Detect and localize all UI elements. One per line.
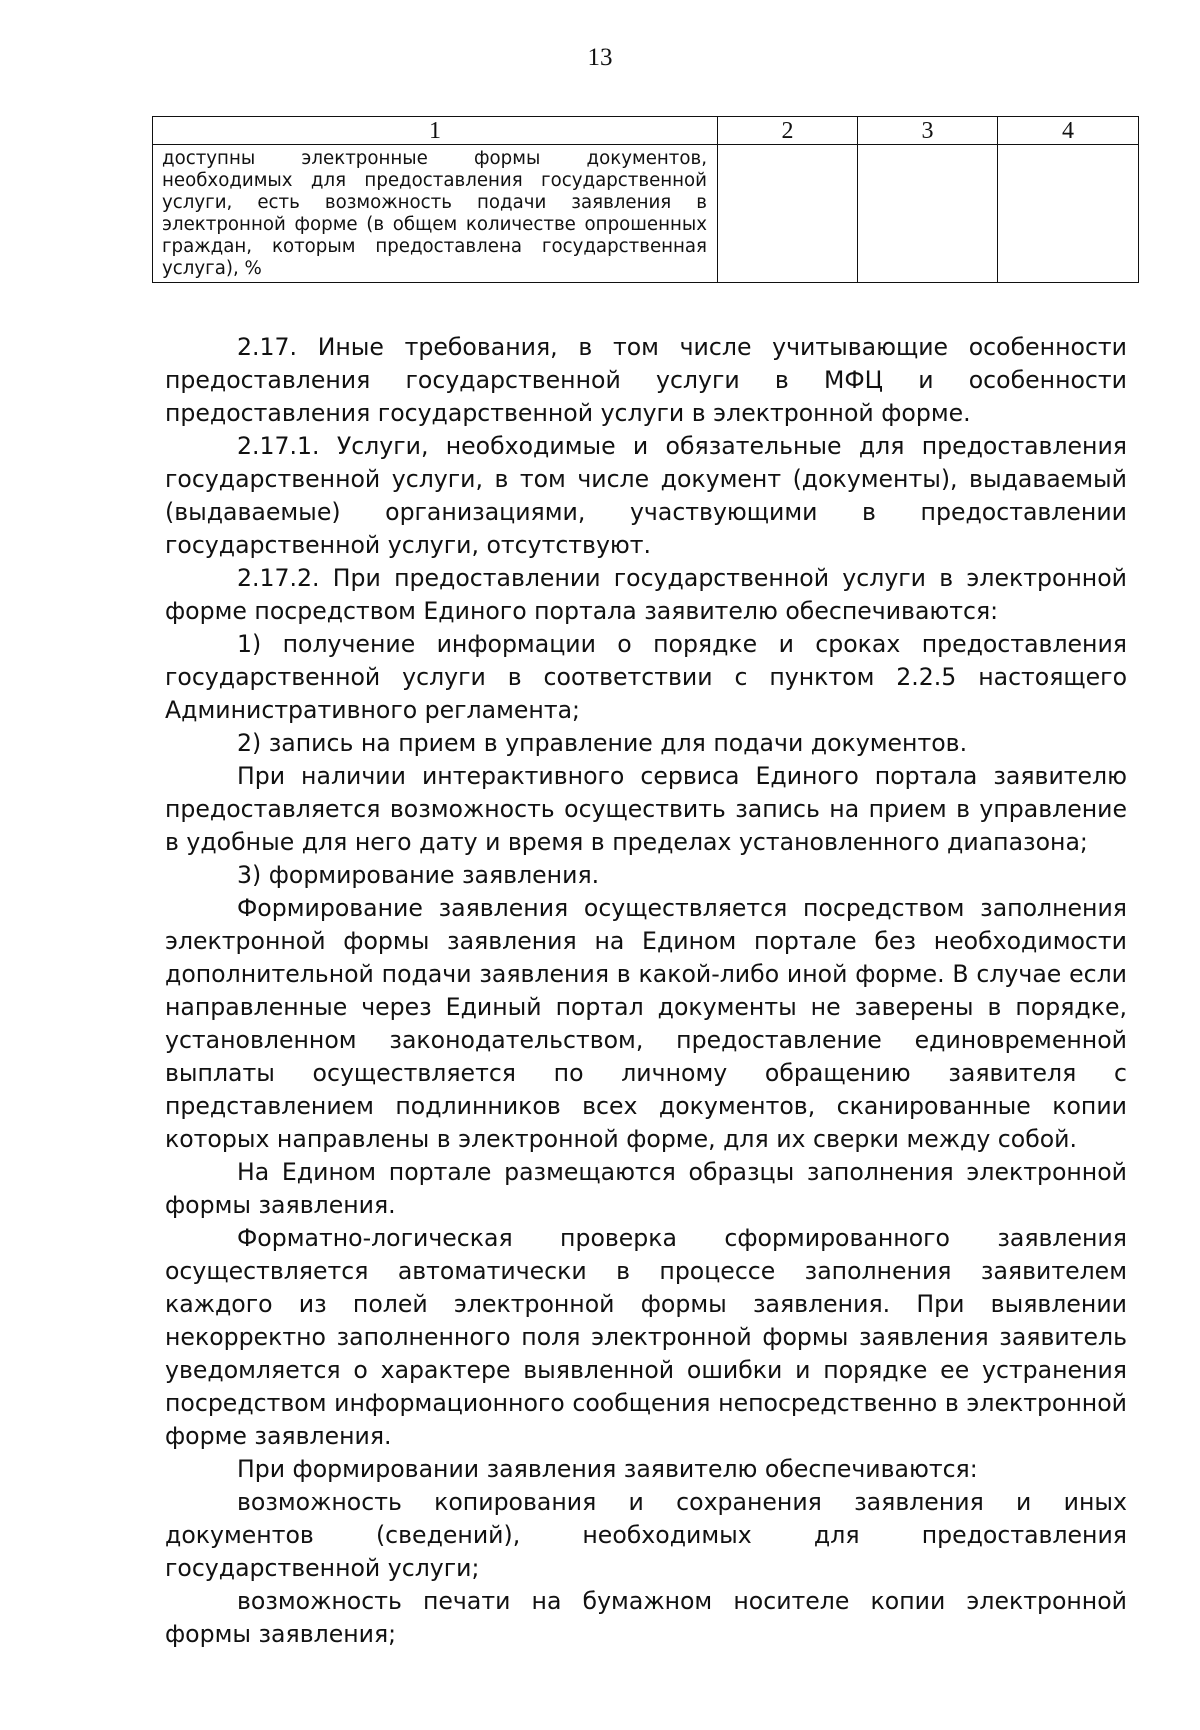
table-row xyxy=(153,145,1139,283)
table-header-col-4: 4 xyxy=(998,117,1139,145)
paragraph-2-17: 2.17. Иные требования, в том числе учитывающие особенности предоставления государственной услуги в МФЦ и особенности предоставления государственной услуги в электронной форме. xyxy=(165,333,1127,427)
table-header-col-3: 3 xyxy=(858,117,998,145)
document-body xyxy=(165,331,1127,1651)
paragraph-2-17-2: 2.17.2. При предоставлении государственной услуги в электронной форме посредством Единого портала заявителю обеспечиваются: xyxy=(165,564,1127,625)
table-header-col-2: 2 xyxy=(718,117,858,145)
table-cell-col-3 xyxy=(858,145,998,283)
table-header-col-1: 1 xyxy=(153,117,718,145)
paragraph: При формировании заявления заявителю обеспечиваются: xyxy=(237,1455,978,1483)
paragraph-2-17-1: 2.17.1. Услуги, необходимые и обязательные для предоставления государственной услуги, в том числе документ (документы), выдаваемый (выдаваемые) организациями, участвующими в предоставлении государственной услуги, отсутствуют. xyxy=(165,432,1127,559)
list-item-2: 2) запись на прием в управление для подачи документов. xyxy=(237,729,968,757)
list-item-3: 3) формирование заявления. xyxy=(237,861,600,889)
paragraph: При наличии интерактивного сервиса Единого портала заявителю предоставляется возможность осуществить запись на прием в управление в удобные для него дату и время в пределах установленного диапазона; xyxy=(165,762,1127,856)
paragraph: Форматно-логическая проверка сформированного заявления осуществляется автоматически в процессе заполнения заявителем каждого из полей электронной формы заявления. При выявлении некорректно заполненного поля электронной формы заявления заявитель уведомляется о характере выявленной ошибки и порядке ее устранения посредством информационного сообщения непосредственно в электронной форме заявления. xyxy=(165,1224,1127,1450)
table-cell-description: доступны электронные формы документов, необходимых для предоставления государственной услуги, есть возможность подачи заявления в электронной форме (в общем количестве опрошенных граждан, которым предоставлена государственная услуга), % xyxy=(153,145,718,283)
paragraph: Формирование заявления осуществляется посредством заполнения электронной формы заявления на Едином портале без необходимости дополнительной подачи заявления в какой-либо иной форме. В случае если направленные через Единый портал документы не заверены в порядке, установленном законодательством, предоставление единовременной выплаты осуществляется по личному обращению заявителя с представлением подлинников всех документов, сканированные копии которых направлены в электронной форме, для их сверки между собой. xyxy=(165,894,1127,1153)
table-cell-col-4 xyxy=(998,145,1139,283)
indicator-table xyxy=(152,116,1139,283)
list-item-1: 1) получение информации о порядке и сроках предоставления государственной услуги в соответствии с пунктом 2.2.5 настоящего Административного регламента; xyxy=(165,630,1127,724)
paragraph: На Едином портале размещаются образцы заполнения электронной формы заявления. xyxy=(165,1158,1127,1219)
table-header-row xyxy=(153,117,1139,145)
paragraph: возможность копирования и сохранения заявления и иных документов (сведений), необходимых для предоставления государственной услуги; xyxy=(165,1488,1127,1582)
paragraph: возможность печати на бумажном носителе копии электронной формы заявления; xyxy=(165,1587,1127,1648)
table-cell-col-2 xyxy=(718,145,858,283)
page-number: 13 xyxy=(587,44,613,71)
